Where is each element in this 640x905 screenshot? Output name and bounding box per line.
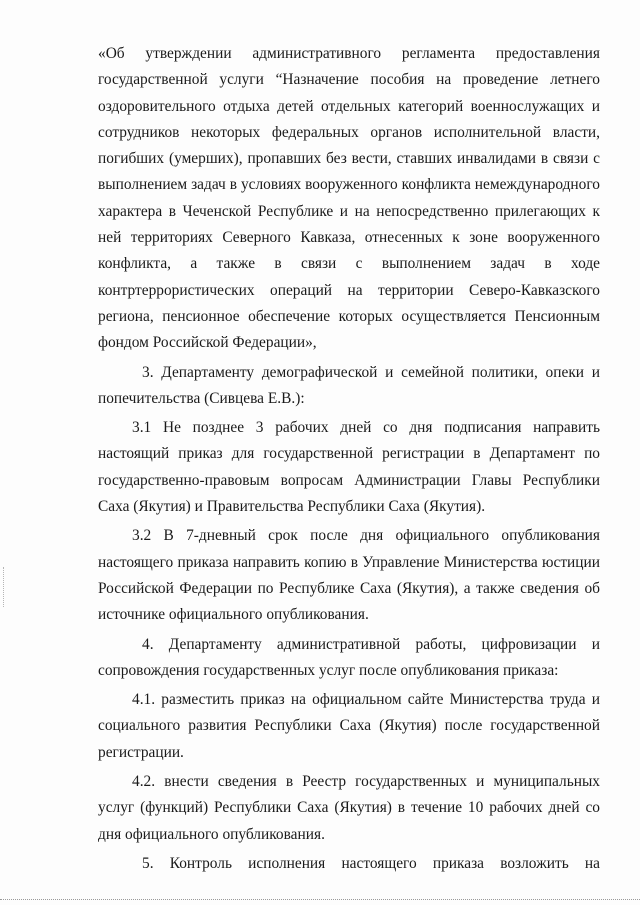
paragraph-item-3-2: 3.2 В 7-дневный срок после дня официального опубликования настоящего приказа направить копию в Управление Министерства юстиции Российской Федерации по Республике Саха (Якутия), а также сведения об источнике официального опубликования. xyxy=(98,527,600,624)
scan-bottom-edge xyxy=(0,899,640,900)
paragraph-item-4: 4. Департаменту административной работы, цифровизации и сопровождения государственных услуг после опубликования приказа: xyxy=(98,635,600,679)
paragraph-item-4-2: 4.2. внести сведения в Реестр государственных и муниципальных услуг (функций) Республики Саха (Якутия) в течение 10 рабочих дней со дня официального опубликования. xyxy=(98,773,600,843)
paragraph-item-4-1: 4.1. разместить приказ на официальном сайте Министерства труда и социального развития Республики Саха (Якутия) после государственной регистрации. xyxy=(98,691,600,761)
paragraph-item-3: 3. Департаменту демографической и семейной политики, опеки и попечительства (Сивцева Е.В.): xyxy=(98,363,600,407)
paragraph-regulation-title: «Об утверждении административного регламента предоставления государственной услуги “Назначение пособия на проведение летнего оздоровительного отдыха детей отдельных категорий военнослужащих и сотрудников некоторых федеральных органов исполнительной власти, погибших (умерших), пропавших без вести, ставших инвалидами в связи с выполнением задач в условиях вооруженного конфликта немеждународного характера в Чеченской Республике и на непосредственно прилегающих к ней территориях Северного Кавказа, отнесенных к зоне вооруженного конфликта, а также в связи с выполнением задач в ходе контртеррористических операций на территории Северо-Кавказского региона, пенсионное обеспечение которых осуществляется Пенсионным фондом Российской Федерации», xyxy=(98,45,600,352)
scan-margin-mark xyxy=(3,567,4,607)
paragraph-item-3-1: 3.1 Не позднее 3 рабочих дней со дня подписания направить настоящий приказ для государственной регистрации в Департамент по государственно-правовым вопросам Администрации Главы Республики Саха (Якутия) и Правительства Республики Саха (Якутия). xyxy=(98,419,600,516)
document-body xyxy=(98,41,600,877)
paragraph-item-5: 5. Контроль исполнения настоящего приказа возложить на xyxy=(142,854,600,872)
